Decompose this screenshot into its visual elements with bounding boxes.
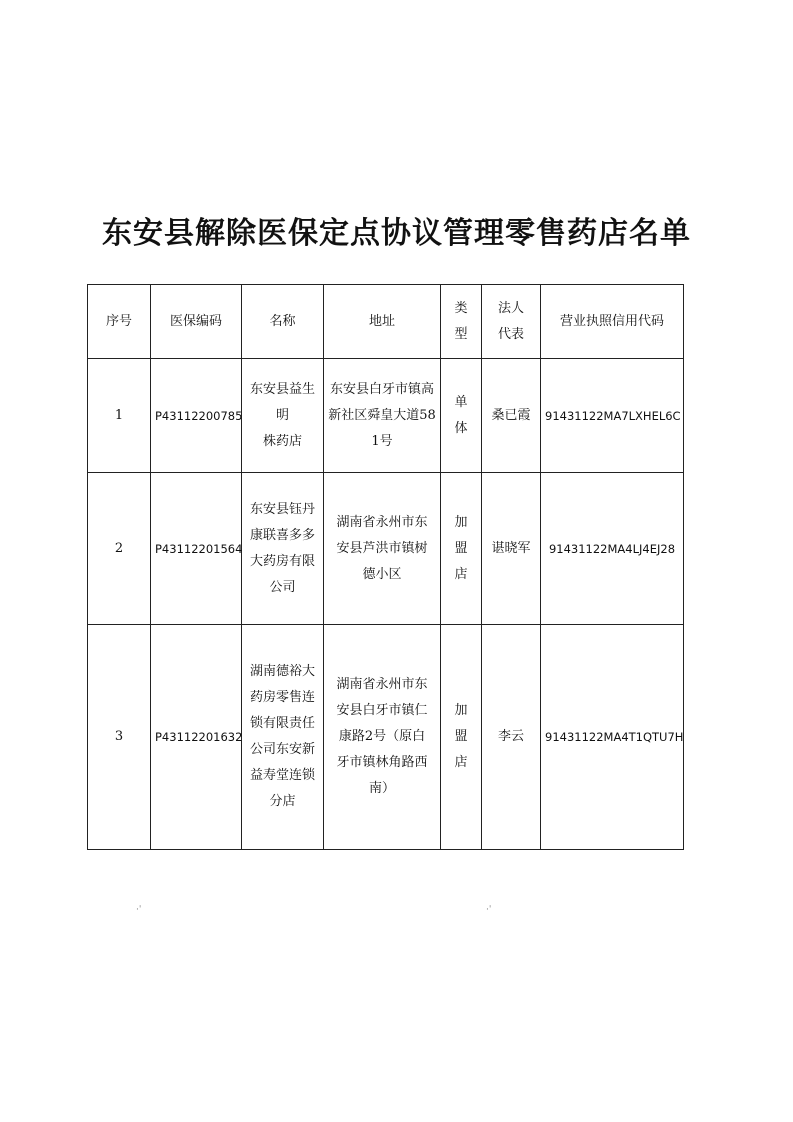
cell-address: 湖南省永州市东 安县白牙市镇仁 康路2号（原白 牙市镇林角路西 南） [336,677,428,796]
cell-seq: 2 [88,473,151,625]
cell-legal: 桑已霞 [482,359,541,473]
table-row [88,473,684,625]
table-header-row [88,285,684,359]
page-title: 东安县解除医保定点协议管理零售药店名单 [102,216,691,251]
header-type-text: 类 型 [454,300,468,342]
cell-type: 单 体 [454,394,468,436]
cell-license: 91431122MA4T1QTU7H [541,625,684,850]
cell-code: P43112201632 [151,625,242,850]
header-legal-text: 法人 代表 [497,300,524,342]
cell-seq: 3 [88,625,151,850]
header-legal [482,285,541,359]
cell-code: P43112201564 [151,473,242,625]
header-type [441,285,482,359]
header-license: 营业执照信用代码 [541,285,684,359]
table-row [88,625,684,850]
cell-license: 91431122MA4LJ4EJ28 [541,473,684,625]
table-row [88,359,684,473]
scan-speck: ·ˈ [136,905,142,915]
cell-legal: 谌晓军 [482,473,541,625]
cell-legal: 李云 [482,625,541,850]
header-name: 名称 [242,285,324,359]
cell-seq: 1 [88,359,151,473]
cell-type: 加 盟 店 [454,514,468,582]
cell-name: 湖南德裕大 药房零售连 锁有限责任 公司东安新 益寿堂连锁 分店 [249,664,315,809]
header-code: 医保编码 [151,285,242,359]
cell-type: 加 盟 店 [454,703,468,770]
cell-address: 湖南省永州市东 安县芦洪市镇树 德小区 [336,514,428,582]
pharmacy-table [87,284,684,850]
cell-address: 东安县白牙市镇高 新社区舜皇大道58 1号 [328,381,436,449]
cell-name: 东安县钰丹 康联喜多多 大药房有限 公司 [249,501,315,595]
header-seq: 序号 [88,285,151,359]
header-address: 地址 [324,285,441,359]
scan-speck: ·ˈ [486,905,492,915]
cell-name: 东安县益生明 株药店 [249,381,315,449]
cell-license: 91431122MA7LXHEL6C [541,359,684,473]
cell-code: P43112200785 [151,359,242,473]
